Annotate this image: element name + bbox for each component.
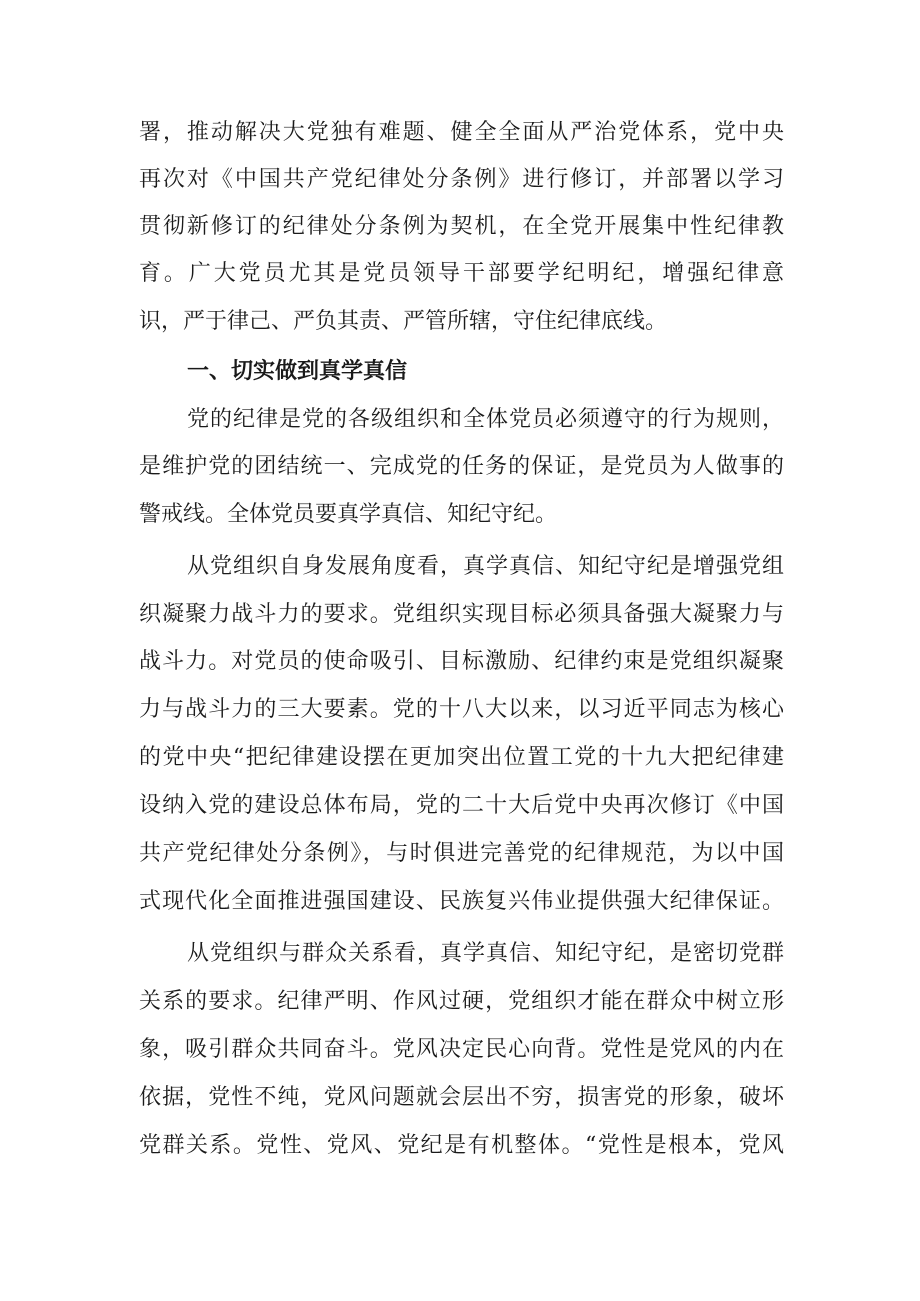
para1-line-1: 党的纪律是党的各级组织和全体党员必须遵守的行为规则， (187, 407, 784, 432)
intro-line-2: 再次对《中国共产党纪律处分条例》进行修订，并部署以学习 (139, 167, 784, 192)
para2-line-8: 式现代化全面推进强国建设、民族复兴伟业提供强大纪律保证。 (139, 889, 784, 914)
para2-line-3: 战斗力。对党员的使命吸引、目标激励、纪律约束是党组织凝聚 (139, 649, 784, 674)
para2-line-1: 从党组织自身发展角度看，真学真信、知纪守纪是增强党组 (187, 554, 784, 579)
intro-line-4: 育。广大党员尤其是党员领导干部要学纪明纪，增强纪律意 (139, 261, 784, 286)
para3-line-3: 象，吸引群众共同奋斗。党风决定民心向背。党性是党风的内在 (139, 1037, 784, 1062)
para2-line-7: 共产党纪律处分条例》，与时俱进完善党的纪律规范，为以中国 (139, 841, 784, 866)
section-heading: 一、切实做到真学真信 (187, 359, 408, 384)
para3-line-4: 依据，党性不纯，党风问题就会层出不穷，损害党的形象，破坏 (139, 1085, 784, 1110)
intro-line-3: 贯彻新修订的纪律处分条例为契机，在全党开展集中性纪律教 (139, 214, 784, 239)
para3-line-5: 党群关系。党性、党风、党纪是有机整体。“党性是根本，党风 (139, 1133, 784, 1158)
para3-line-2: 关系的要求。纪律严明、作风过硬，党组织才能在群众中树立形 (139, 989, 784, 1014)
para2-line-6: 设纳入党的建设总体布局，党的二十大后党中央再次修订《中国 (139, 793, 784, 818)
para1-line-2: 是维护党的团结统一、完成党的任务的保证，是党员为人做事的 (139, 454, 784, 479)
para2-line-5: 的党中央“把纪律建设摆在更加突出位置工党的十九大把纪律建 (139, 745, 784, 770)
para2-line-4: 力与战斗力的三大要素。党的十八大以来，以习近平同志为核心 (139, 697, 784, 722)
intro-line-5: 识，严于律己、严负其责、严管所辖，守住纪律底线。 (139, 309, 668, 334)
para1-line-3: 警戒线。全体党员要真学真信、知纪守纪。 (139, 502, 558, 527)
para3-line-1: 从党组织与群众关系看，真学真信、知纪守纪，是密切党群 (187, 941, 784, 966)
para2-line-2: 织凝聚力战斗力的要求。党组织实现目标必须具备强大凝聚力与 (139, 602, 784, 627)
intro-line-1: 署，推动解决大党独有难题、健全全面从严治党体系，党中央 (139, 120, 784, 145)
